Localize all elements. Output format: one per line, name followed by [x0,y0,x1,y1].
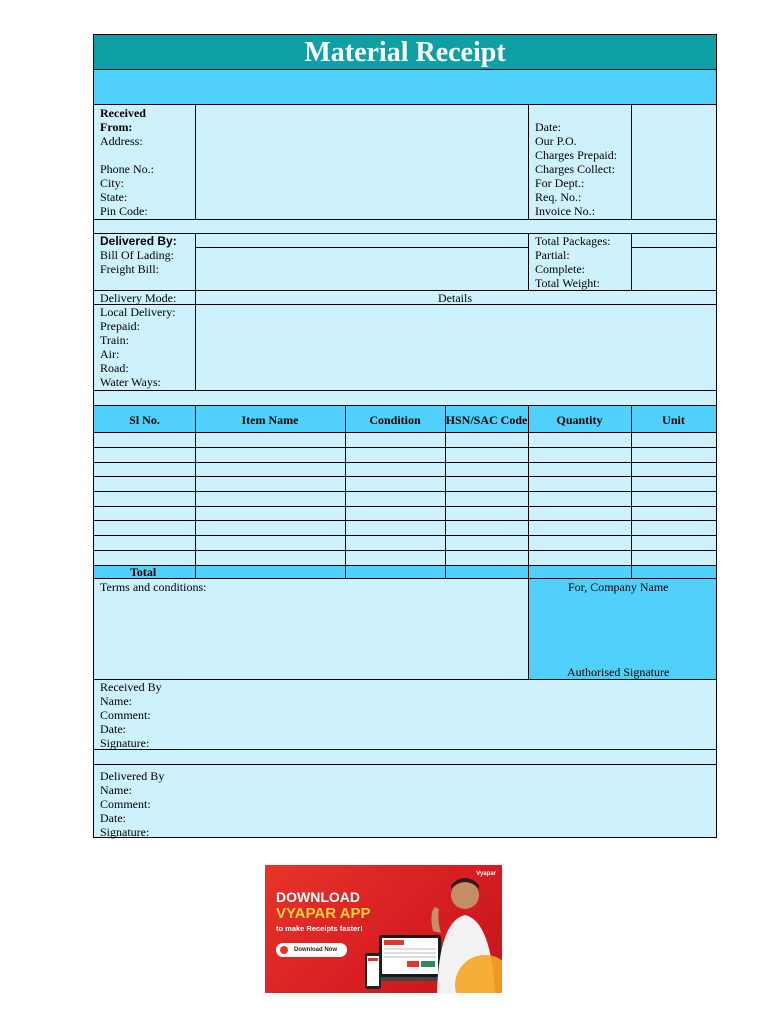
complete-label: Complete: [535,262,585,276]
for-dept-label: For Dept.: [535,176,585,190]
column-header-sl-no: Sl No. [129,412,160,427]
charges-collect-label: Charges Collect: [535,162,616,176]
delivered-by-name-label: Name: [100,783,132,797]
column-header-item-name: Item Name [241,412,299,427]
mode-option: Road: [100,361,129,375]
banner-tagline: to make Receipts faster! [276,924,363,933]
vyapar-download-banner[interactable] [265,865,502,993]
delivered-by-signature-label: Signature: [100,825,150,839]
banner-app-name: VYAPAR APP [276,905,371,922]
total-weight-label: Total Weight: [535,276,600,290]
received-by-comment-label: Comment: [100,708,151,722]
column-header-quantity: Quantity [556,412,603,427]
items-table-header [94,405,716,433]
total-row [94,565,716,579]
pin-code-label: Pin Code: [100,204,148,218]
download-now-label: Download Now [294,947,337,953]
received-by-signature-label: Signature: [100,736,150,750]
vyapar-logo: Vyapar [476,871,496,877]
mode-option: Prepaid: [100,319,140,333]
terms-label: Terms and conditions: [100,580,207,594]
mode-option: Air: [100,347,120,361]
total-label: Total [130,565,157,579]
page-title: Material Receipt [94,35,716,70]
download-now-button[interactable] [276,943,347,957]
received-by-name-label: Name: [100,694,132,708]
authorised-signature-label: Authorised Signature [567,665,670,679]
header-subbar [94,70,716,105]
city-label: City: [100,176,125,190]
mode-option: Water Ways: [100,375,161,389]
received-from-label-1: Received [100,106,146,120]
charges-prepaid-label: Charges Prepaid: [535,148,618,162]
delivered-by-heading: Delivered By [100,769,165,783]
person-illustration [425,873,502,993]
our-po-label: Our P.O. [535,134,577,148]
phone-label: Phone No.: [100,162,154,176]
column-header-hsn-sac: HSN/SAC Code [445,412,528,427]
total-packages-label: Total Packages: [535,234,611,248]
partial-label: Partial: [535,248,570,262]
download-icon [280,946,288,954]
bill-of-lading-label: Bill Of Lading: [100,248,174,262]
mode-option: Local Delivery: [100,305,176,319]
column-header-condition: Condition [369,412,421,427]
company-name-label: For, Company Name [568,580,669,594]
column-header-unit: Unit [662,412,685,427]
signature-box [528,579,716,679]
material-receipt-form [93,34,717,838]
received-by-date-label: Date: [100,722,126,736]
received-by-heading: Received By [100,680,162,694]
delivered-by-date-label: Date: [100,811,126,825]
state-label: State: [100,190,128,204]
delivered-by-comment-label: Comment: [100,797,151,811]
address-label: Address: [100,134,143,148]
received-from-label-2: From: [100,120,133,134]
freight-bill-label: Freight Bill: [100,262,160,276]
mode-option: Train: [100,333,129,347]
delivered-by-label: Delivered By: [100,234,177,248]
delivery-mode-label: Delivery Mode: [100,291,177,305]
req-no-label: Req. No.: [535,190,582,204]
details-label: Details [438,291,472,305]
invoice-no-label: Invoice No.: [535,204,595,218]
date-label: Date: [535,120,561,134]
banner-download-text: DOWNLOAD [276,889,360,905]
